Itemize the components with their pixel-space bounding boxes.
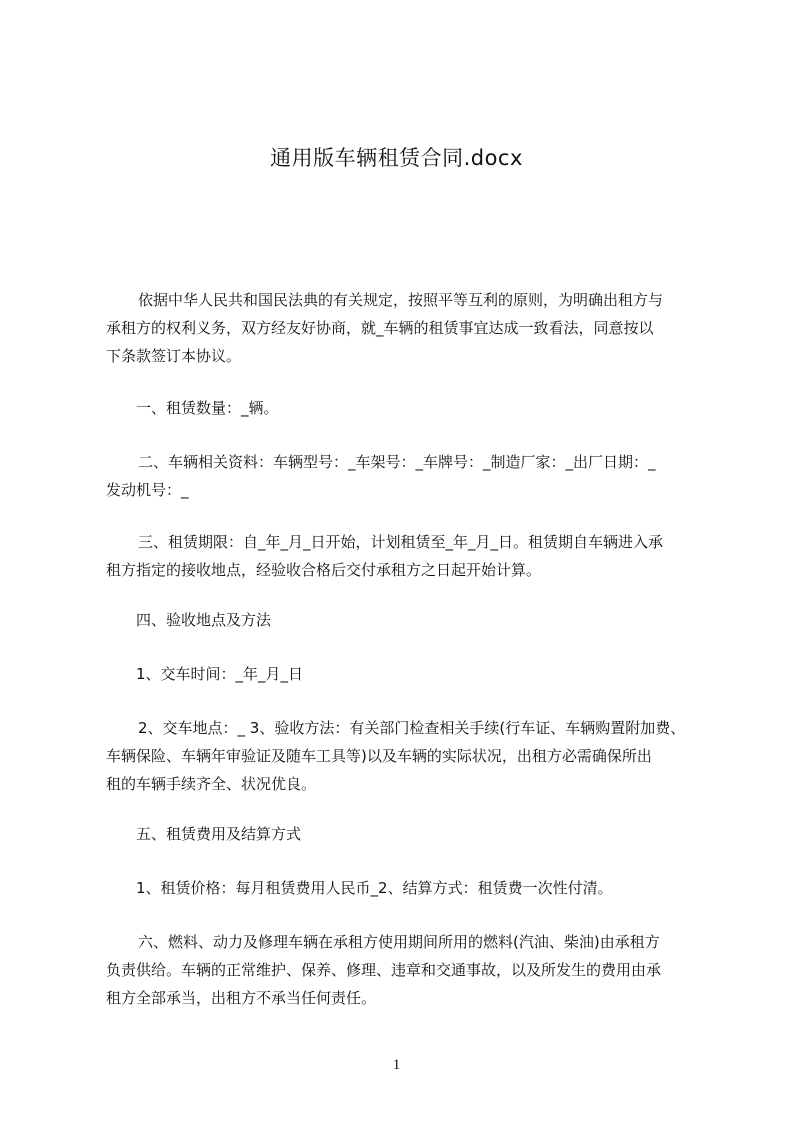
intro-line-3: 下条款签订本协议。: [106, 347, 242, 365]
section-1-quantity: 一、租赁数量：_辆。: [136, 399, 279, 417]
intro-line-2: 承租方的权利义务，双方经友好协商，就_车辆的租赁事宜达成一致看法，同意按以: [106, 319, 654, 337]
section-5-heading: 五、租赁费用及结算方式: [136, 825, 302, 843]
section-2-line-1: 二、车辆相关资料：车辆型号：_车架号：_车牌号：_制造厂家：_出厂日期：_: [138, 453, 656, 471]
section-3-line-2: 租方指定的接收地点，经验收合格后交付承租方之日起开始计算。: [106, 561, 542, 579]
section-4-item-2-line-2: 车辆保险、车辆年审验证及随车工具等)以及车辆的实际状况，出租方必需确保所出: [106, 747, 652, 765]
document-title: 通用版车辆租赁合同.docx: [270, 146, 523, 170]
section-2-line-2: 发动机号：_: [106, 481, 189, 499]
page-number: 1: [392, 1057, 401, 1073]
section-3-line-1: 三、租赁期限：自_年_月_日开始，计划租赁至_年_月_日。租赁期自车辆进入承: [138, 533, 664, 551]
section-6-line-3: 租方全部承当，出租方不承当任何责任。: [106, 989, 377, 1007]
section-4-heading: 四、验收地点及方法: [136, 611, 272, 629]
section-6-line-1: 六、燃料、动力及修理车辆在承租方使用期间所用的燃料(汽油、柴油)由承租方: [138, 933, 660, 951]
section-5-item-1: 1、租赁价格：每月租赁费用人民币_2、结算方式：租赁费一次性付清。: [136, 879, 613, 897]
intro-line-1: 依据中华人民共和国民法典的有关规定，按照平等互利的原则，为明确出租方与: [138, 291, 664, 309]
section-4-item-1: 1、交车时间：_年_月_日: [136, 665, 304, 683]
section-4-item-2-line-3: 租的车辆手续齐全、状况优良。: [106, 775, 317, 793]
section-6-line-2: 负责供给。车辆的正常维护、保养、修理、违章和交通事故，以及所发生的费用由承: [106, 961, 662, 979]
section-4-item-2-line-1: 2、交车地点：_ 3、验收方法：有关部门检查相关手续(行车证、车辆购置附加费、: [138, 719, 686, 737]
